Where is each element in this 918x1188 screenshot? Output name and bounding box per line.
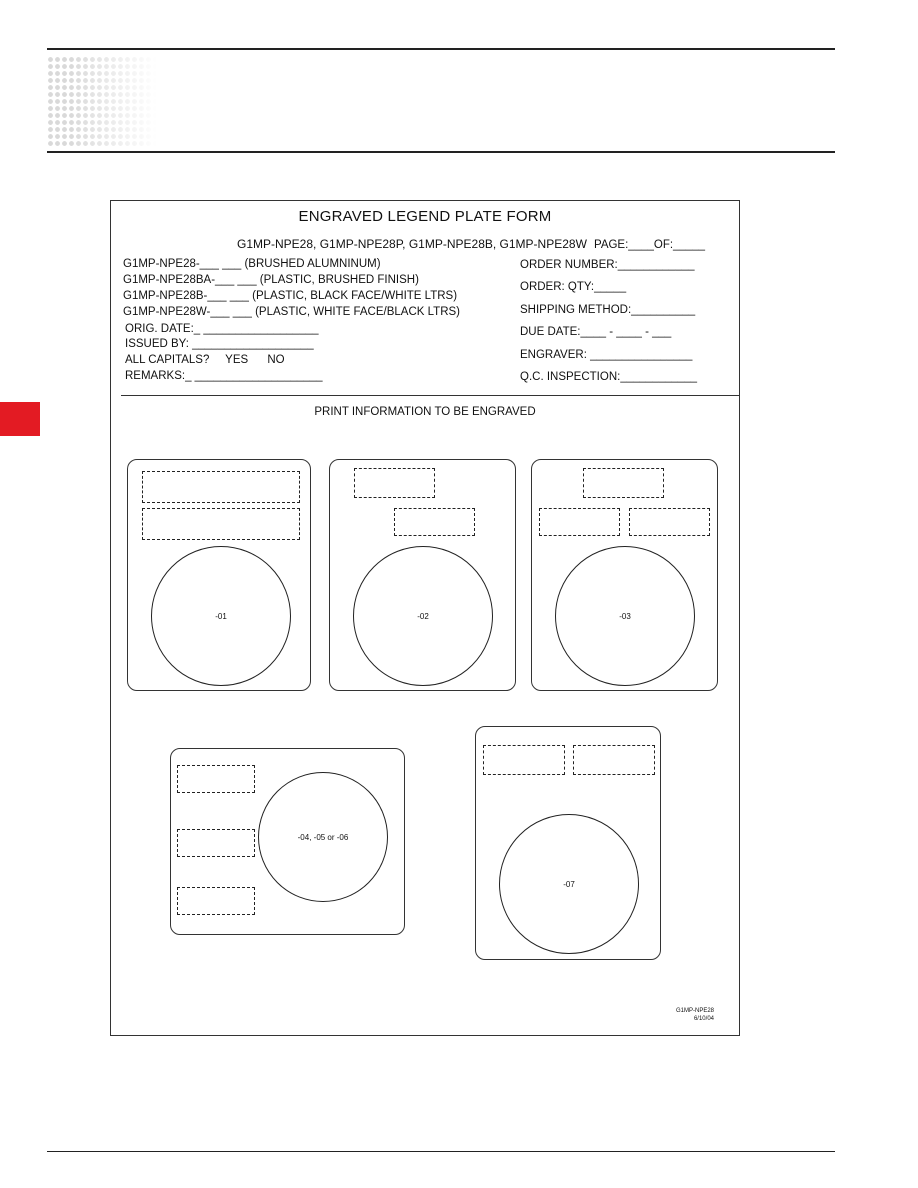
plate-label: -01: [215, 611, 227, 621]
pushbutton-circle: [499, 814, 639, 954]
section-title: PRINT INFORMATION TO BE ENGRAVED: [314, 406, 536, 418]
legend-slot: [177, 765, 255, 793]
form-title: ENGRAVED LEGEND PLATE FORM: [298, 208, 552, 225]
legend-slot: [177, 887, 255, 915]
legend-slot: [539, 508, 620, 536]
stamp-code: G1MP-NPE28: [675, 1008, 714, 1014]
field-qc-inspection: Q.C. INSPECTION:____________: [520, 371, 698, 383]
field-order-number: ORDER NUMBER:____________: [520, 259, 695, 271]
field-engraver: ENGRAVER: ________________: [520, 349, 693, 361]
plate-01: [127, 459, 311, 691]
plate-03: [531, 459, 718, 691]
pushbutton-circle: [151, 546, 291, 686]
revision-stamp: [676, 1007, 714, 1023]
form-divider: [121, 395, 739, 396]
field-npe28b: G1MP-NPE28B-___ ___ (PLASTIC, BLACK FACE/WHITE LTRS): [123, 290, 458, 302]
plate-07: [475, 726, 661, 960]
field-orig-date: ORIG. DATE:_ __________________: [125, 323, 319, 335]
legend-slot: [629, 508, 710, 536]
pushbutton-circle: [555, 546, 695, 686]
field-due-date: DUE DATE:____ - ____ - ___: [520, 326, 672, 338]
field-npe28ba: G1MP-NPE28BA-___ ___ (PLASTIC, BRUSHED FINISH): [123, 274, 419, 286]
field-npe28w: G1MP-NPE28W-___ ___ (PLASTIC, WHITE FACE/BLACK LTRS): [123, 306, 461, 318]
pushbutton-circle: [353, 546, 493, 686]
field-issued-by: ISSUED BY: ___________________: [125, 338, 314, 350]
legend-slot: [354, 468, 435, 498]
plate-label: -04, -05 or -06: [297, 832, 349, 842]
field-shipping-method: SHIPPING METHOD:__________: [520, 304, 696, 316]
plate-02: [329, 459, 516, 691]
section-tab-marker: [0, 402, 40, 436]
header-bottom-rule: [47, 151, 835, 153]
header-dot-pattern: [47, 56, 157, 148]
plate-04-05-06: [170, 748, 405, 935]
legend-slot: [394, 508, 475, 536]
legend-slot: [483, 745, 565, 775]
pushbutton-circle: [258, 772, 388, 902]
page-of-field: PAGE:____OF:_____: [594, 239, 706, 251]
legend-slot: [142, 471, 300, 503]
field-npe28: G1MP-NPE28-___ ___ (BRUSHED ALUMNINUM): [123, 258, 381, 270]
field-all-capitals: ALL CAPITALS? YES NO: [125, 354, 285, 366]
engraved-legend-plate-form: [110, 200, 740, 1036]
legend-slot: [583, 468, 664, 498]
stamp-date: 6/10/04: [693, 1016, 714, 1022]
legend-slot: [177, 829, 255, 857]
models-line: G1MP-NPE28, G1MP-NPE28P, G1MP-NPE28B, G1MP-NPE28W: [237, 237, 587, 251]
header-top-rule: [47, 48, 835, 50]
plate-label: -07: [563, 879, 575, 889]
field-order-qty: ORDER: QTY:_____: [520, 281, 627, 293]
plate-label: -02: [417, 611, 429, 621]
legend-slot: [142, 508, 300, 540]
legend-slot: [573, 745, 655, 775]
plate-label: -03: [619, 611, 631, 621]
field-remarks: REMARKS:_ ____________________: [125, 370, 323, 382]
footer-rule: [47, 1151, 835, 1152]
